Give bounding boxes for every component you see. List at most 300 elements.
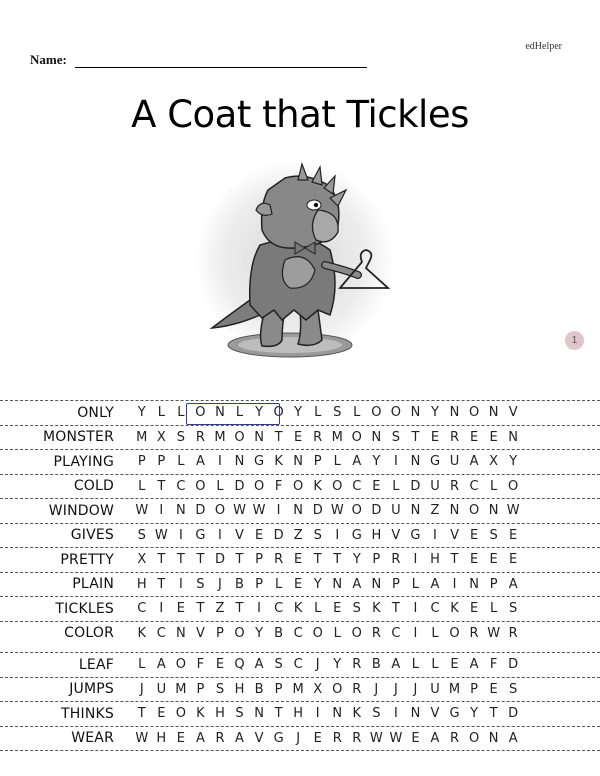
letter-cell[interactable]: T xyxy=(196,601,205,617)
letter-cell[interactable]: P xyxy=(274,681,283,697)
letter-cell[interactable]: O xyxy=(351,625,362,641)
letter-cell[interactable]: T xyxy=(235,601,244,617)
letter-cell[interactable]: K xyxy=(274,454,283,470)
letter-cell[interactable]: I xyxy=(218,454,222,470)
letter-cell[interactable]: L xyxy=(138,478,146,494)
letter-cell[interactable]: P xyxy=(489,576,498,592)
letter-cell[interactable]: K xyxy=(450,601,459,617)
letter-cell[interactable]: M xyxy=(214,429,226,445)
letter-cell[interactable]: L xyxy=(333,625,341,641)
letter-cell[interactable]: G xyxy=(410,527,421,543)
letter-cell[interactable]: N xyxy=(234,454,245,470)
letter-cell[interactable]: I xyxy=(178,576,183,592)
letter-cell[interactable]: P xyxy=(313,454,322,470)
letter-cell[interactable]: I xyxy=(393,454,398,470)
letter-cell[interactable]: R xyxy=(352,657,362,673)
letter-cell[interactable]: Z xyxy=(293,527,303,543)
letter-cell[interactable]: C xyxy=(156,625,166,641)
letter-cell[interactable]: J xyxy=(413,681,418,697)
letter-cell[interactable]: K xyxy=(137,625,147,641)
letter-cell[interactable]: I xyxy=(276,503,281,519)
letter-cell[interactable]: G xyxy=(273,730,284,746)
letter-cell[interactable]: T xyxy=(157,478,166,494)
letter-cell[interactable]: L xyxy=(489,601,498,617)
letter-cell[interactable]: P xyxy=(470,681,478,697)
letter-cell[interactable]: T xyxy=(157,552,166,568)
letter-cell[interactable]: Y xyxy=(137,405,146,421)
letter-cell[interactable]: A xyxy=(195,454,205,470)
letter-cell[interactable]: E xyxy=(411,730,420,746)
letter-cell[interactable]: P xyxy=(216,625,224,641)
letter-cell[interactable]: W xyxy=(135,730,149,746)
letter-cell[interactable]: D xyxy=(195,503,206,519)
letter-cell[interactable]: O xyxy=(175,657,186,673)
letter-cell[interactable]: Y xyxy=(470,706,479,722)
letter-cell[interactable]: M xyxy=(292,681,304,697)
letter-cell[interactable]: R xyxy=(313,429,323,445)
letter-cell[interactable]: D xyxy=(410,478,421,494)
letter-cell[interactable]: E xyxy=(469,527,479,543)
letter-cell[interactable]: A xyxy=(508,576,518,592)
letter-cell[interactable]: K xyxy=(196,706,205,722)
letter-cell[interactable]: H xyxy=(136,576,147,592)
letter-cell[interactable]: H xyxy=(293,706,304,722)
letter-cell[interactable]: W xyxy=(369,730,383,746)
letter-cell[interactable]: Y xyxy=(333,657,342,673)
letter-cell[interactable]: S xyxy=(352,601,361,617)
letter-cell[interactable]: R xyxy=(450,478,460,494)
letter-cell[interactable]: P xyxy=(255,576,263,592)
letter-cell[interactable]: N xyxy=(469,576,479,592)
letter-cell[interactable]: O xyxy=(332,681,343,697)
letter-cell[interactable]: H xyxy=(430,552,440,568)
letter-cell[interactable]: E xyxy=(430,429,440,445)
letter-cell[interactable]: N xyxy=(488,503,499,519)
letter-cell[interactable]: K xyxy=(352,706,362,722)
letter-cell[interactable]: O xyxy=(253,478,265,494)
letter-cell[interactable]: R xyxy=(195,429,205,445)
letter-cell[interactable]: J xyxy=(315,657,320,673)
letter-row xyxy=(132,552,523,567)
letter-row xyxy=(132,682,523,697)
letter-cell[interactable]: W xyxy=(154,527,168,543)
letter-cell[interactable]: L xyxy=(411,657,420,673)
letter-cell[interactable]: U xyxy=(430,478,440,494)
letter-cell[interactable]: V xyxy=(508,405,518,421)
letter-cell[interactable]: S xyxy=(215,681,225,697)
letter-cell[interactable]: R xyxy=(508,625,518,641)
letter-cell[interactable]: I xyxy=(413,601,418,617)
letter-cell[interactable]: W xyxy=(252,503,266,519)
target-word: TICKLES xyxy=(55,600,114,617)
letter-cell[interactable]: N xyxy=(488,730,499,746)
letter-cell[interactable]: E xyxy=(450,657,459,673)
letter-cell[interactable]: U xyxy=(156,681,167,697)
letter-cell[interactable]: W xyxy=(135,503,149,519)
letter-cell[interactable]: L xyxy=(333,454,341,470)
letter-cell[interactable]: E xyxy=(313,730,322,746)
letter-cell[interactable]: E xyxy=(489,681,498,697)
letter-cell[interactable]: Z xyxy=(215,601,225,617)
letter-cell[interactable]: N xyxy=(254,706,264,722)
letter-cell[interactable]: T xyxy=(137,706,146,722)
letter-cell[interactable]: N xyxy=(488,405,499,421)
letter-cell[interactable]: I xyxy=(218,527,222,543)
letter-cell[interactable]: L xyxy=(314,601,322,617)
letter-cell[interactable]: Q xyxy=(234,657,245,673)
letter-cell[interactable]: S xyxy=(391,429,401,445)
letter-cell[interactable]: R xyxy=(469,625,479,641)
letter-cell[interactable]: I xyxy=(159,601,164,617)
letter-cell[interactable]: A xyxy=(352,576,362,592)
target-word: COLD xyxy=(73,478,114,495)
letter-cell[interactable]: E xyxy=(509,552,518,568)
letter-cell[interactable]: S xyxy=(274,657,283,673)
letter-cell[interactable]: N xyxy=(332,576,343,592)
letter-cell[interactable]: J xyxy=(296,730,301,746)
letter-cell[interactable]: O xyxy=(234,625,245,641)
letter-cell[interactable]: U xyxy=(449,454,460,470)
letter-cell[interactable]: N xyxy=(176,625,186,641)
letter-cell[interactable]: D xyxy=(312,503,323,519)
letter-cell[interactable]: P xyxy=(137,454,146,470)
letter-cell[interactable]: E xyxy=(176,601,185,617)
name-field[interactable] xyxy=(75,56,367,68)
letter-cell[interactable]: N xyxy=(508,429,519,445)
letter-cell[interactable]: E xyxy=(469,429,479,445)
letter-cell[interactable]: R xyxy=(371,625,381,641)
letter-cell[interactable]: I xyxy=(159,503,164,519)
letter-cell[interactable]: C xyxy=(352,478,362,494)
letter-cell[interactable]: F xyxy=(489,657,498,673)
letter-cell[interactable]: I xyxy=(178,527,183,543)
letter-cell[interactable]: E xyxy=(254,527,264,543)
letter-cell[interactable]: Y xyxy=(255,625,264,641)
letter-cell[interactable]: D xyxy=(508,706,519,722)
letter-cell[interactable]: O xyxy=(175,706,186,722)
letter-cell[interactable]: A xyxy=(469,454,479,470)
letter-cell[interactable]: E xyxy=(294,552,303,568)
letter-cell[interactable]: T xyxy=(274,429,283,445)
letter-cell[interactable]: I xyxy=(393,706,398,722)
letter-cell[interactable]: T xyxy=(450,552,459,568)
letter-cell[interactable]: O xyxy=(351,429,362,445)
letter-cell[interactable]: B xyxy=(274,625,284,641)
letter-cell[interactable]: J xyxy=(374,681,379,697)
letter-cell[interactable]: N xyxy=(215,405,225,421)
letter-cell[interactable]: L xyxy=(314,405,322,421)
letter-cell[interactable]: R xyxy=(274,552,284,568)
letter-cell[interactable]: N xyxy=(371,576,382,592)
letter-cell[interactable]: I xyxy=(315,706,320,722)
letter-cell[interactable]: W xyxy=(233,503,246,519)
letter-cell[interactable]: L xyxy=(157,405,165,421)
puzzle-row xyxy=(0,652,600,677)
letter-cell[interactable]: L xyxy=(489,478,498,494)
letter-cell[interactable]: C xyxy=(137,601,147,617)
letter-row xyxy=(132,454,523,469)
letter-cell[interactable]: H xyxy=(234,681,245,697)
letter-cell[interactable]: L xyxy=(431,657,439,673)
letter-cell[interactable]: S xyxy=(313,527,322,543)
letter-cell[interactable]: T xyxy=(274,706,283,722)
letter-cell[interactable]: S xyxy=(196,576,205,592)
letter-cell[interactable]: O xyxy=(273,405,284,421)
letter-cell[interactable]: M xyxy=(175,681,187,697)
letter-row xyxy=(132,479,523,494)
target-word: ONLY xyxy=(77,404,114,421)
letter-cell[interactable]: K xyxy=(372,601,381,617)
letter-cell[interactable]: Y xyxy=(313,576,322,592)
letter-cell[interactable]: N xyxy=(254,429,264,445)
letter-cell[interactable]: N xyxy=(371,429,382,445)
letter-cell[interactable]: A xyxy=(156,657,166,673)
letter-cell[interactable]: P xyxy=(372,552,381,568)
letter-cell[interactable]: K xyxy=(313,478,322,494)
letter-cell[interactable]: S xyxy=(509,681,518,697)
letter-cell[interactable]: O xyxy=(351,503,362,519)
letter-cell[interactable]: D xyxy=(273,527,284,543)
letter-cell[interactable]: E xyxy=(509,527,518,543)
letter-cell[interactable]: O xyxy=(293,478,304,494)
letter-cell[interactable]: Y xyxy=(294,405,303,421)
letter-cell[interactable]: E xyxy=(157,706,166,722)
letter-cell[interactable]: A xyxy=(430,730,440,746)
letter-cell[interactable]: A xyxy=(391,657,401,673)
letter-cell[interactable]: J xyxy=(139,681,144,697)
puzzle-row xyxy=(0,449,600,474)
letter-cell[interactable]: S xyxy=(235,706,244,722)
letter-cell[interactable]: R xyxy=(352,730,362,746)
letter-cell[interactable]: E xyxy=(333,601,342,617)
letter-cell[interactable]: V xyxy=(235,527,244,543)
letter-cell[interactable]: Y xyxy=(509,454,518,470)
letter-cell[interactable]: A xyxy=(430,576,440,592)
letter-cell[interactable]: O xyxy=(312,625,323,641)
letter-cell[interactable]: L xyxy=(431,625,439,641)
letter-cell[interactable]: A xyxy=(195,730,205,746)
letter-cell[interactable]: L xyxy=(138,657,146,673)
letter-cell[interactable]: V xyxy=(254,730,264,746)
letter-cell[interactable]: G xyxy=(254,454,265,470)
letter-cell[interactable]: C xyxy=(274,601,284,617)
letter-cell[interactable]: Z xyxy=(430,503,440,519)
letter-cell[interactable]: S xyxy=(333,405,342,421)
letter-cell[interactable]: X xyxy=(313,681,323,697)
letter-cell[interactable]: K xyxy=(293,601,303,617)
letter-cell[interactable]: N xyxy=(332,706,343,722)
letter-cell[interactable]: T xyxy=(391,601,400,617)
letter-cell[interactable]: L xyxy=(274,576,283,592)
letter-cell[interactable]: E xyxy=(469,601,479,617)
letter-cell[interactable]: O xyxy=(468,730,480,746)
letter-cell[interactable]: S xyxy=(489,527,498,543)
letter-cell[interactable]: A xyxy=(469,657,479,673)
letter-cell[interactable]: C xyxy=(430,601,440,617)
letter-cell[interactable]: L xyxy=(216,478,224,494)
letter-cell[interactable]: O xyxy=(234,429,245,445)
letter-cell[interactable]: R xyxy=(450,429,460,445)
letter-cell[interactable]: Y xyxy=(255,405,264,421)
letter-cell[interactable]: E xyxy=(176,730,185,746)
letter-cell[interactable]: C xyxy=(293,657,303,673)
letter-cell[interactable]: I xyxy=(452,576,457,592)
letter-cell[interactable]: O xyxy=(449,625,460,641)
letter-cell[interactable]: R xyxy=(352,681,362,697)
letter-cell[interactable]: V xyxy=(391,527,401,543)
letter-cell[interactable]: E xyxy=(294,576,303,592)
letter-cell[interactable]: P xyxy=(255,552,263,568)
letter-cell[interactable]: T xyxy=(157,576,166,592)
letter-cell[interactable]: W xyxy=(506,503,520,519)
letter-cell[interactable]: L xyxy=(235,405,244,421)
letter-cell[interactable]: E xyxy=(489,429,498,445)
letter-cell[interactable]: P xyxy=(391,576,400,592)
puzzle-row xyxy=(0,677,600,702)
letter-cell[interactable]: S xyxy=(509,601,518,617)
letter-cell[interactable]: E xyxy=(489,552,498,568)
letter-cell[interactable]: S xyxy=(137,527,146,543)
letter-cell[interactable]: E xyxy=(469,552,479,568)
letter-cell[interactable]: J xyxy=(393,681,398,697)
letter-cell[interactable]: A xyxy=(352,454,362,470)
page-title: A Coat that Tickles xyxy=(131,93,469,136)
letter-cell[interactable]: X xyxy=(137,552,147,568)
letter-cell[interactable]: F xyxy=(274,478,283,494)
letter-row xyxy=(132,626,523,641)
letter-cell[interactable]: W xyxy=(487,625,501,641)
letter-cell[interactable]: N xyxy=(410,706,421,722)
letter-cell[interactable]: Y xyxy=(372,454,381,470)
letter-cell[interactable]: D xyxy=(371,503,382,519)
letter-cell[interactable]: L xyxy=(411,576,420,592)
letter-cell[interactable]: N xyxy=(293,454,304,470)
letter-cell[interactable]: V xyxy=(195,625,205,641)
letter-cell[interactable]: V xyxy=(430,706,440,722)
letter-cell[interactable]: M xyxy=(331,429,343,445)
letter-cell[interactable]: W xyxy=(389,730,403,746)
letter-cell[interactable]: V xyxy=(450,527,459,543)
letter-cell[interactable]: A xyxy=(508,730,518,746)
letter-cell[interactable]: H xyxy=(156,730,167,746)
letter-cell[interactable]: M xyxy=(448,681,461,697)
letter-cell[interactable]: J xyxy=(218,576,222,592)
letter-cell[interactable]: C xyxy=(391,625,401,641)
letter-cell[interactable]: T xyxy=(176,552,185,568)
letter-cell[interactable]: N xyxy=(449,405,460,421)
letter-cell[interactable]: T xyxy=(235,552,244,568)
letter-cell[interactable]: L xyxy=(353,405,361,421)
letter-cell[interactable]: S xyxy=(176,429,185,445)
letter-cell[interactable]: D xyxy=(234,478,245,494)
letter-cell[interactable]: R xyxy=(391,552,401,568)
letter-cell[interactable]: N xyxy=(176,503,186,519)
puzzle-row xyxy=(0,547,600,572)
letter-cell[interactable]: W xyxy=(330,503,344,519)
letter-cell[interactable]: O xyxy=(468,405,480,421)
letter-cell[interactable]: M xyxy=(136,429,148,445)
letter-cell[interactable]: T xyxy=(333,552,342,568)
letter-cell[interactable]: Y xyxy=(352,552,361,568)
letter-cell[interactable]: N xyxy=(449,503,460,519)
letter-cell[interactable]: R xyxy=(215,730,225,746)
letter-cell[interactable]: G xyxy=(351,527,362,543)
letter-cell[interactable]: I xyxy=(257,601,261,617)
letter-cell[interactable]: O xyxy=(468,503,480,519)
letter-cell[interactable]: D xyxy=(508,657,519,673)
letter-cell[interactable]: I xyxy=(433,527,437,543)
letter-cell[interactable]: N xyxy=(410,405,421,421)
letter-cell[interactable]: X xyxy=(489,454,499,470)
letter-cell[interactable]: T xyxy=(411,429,420,445)
letter-cell[interactable]: R xyxy=(450,730,460,746)
letter-cell[interactable]: E xyxy=(372,478,381,494)
letter-cell[interactable]: O xyxy=(390,405,401,421)
letter-cell[interactable]: B xyxy=(371,657,381,673)
letter-cell[interactable]: A xyxy=(254,657,264,673)
letter-cell[interactable]: L xyxy=(177,454,185,470)
letter-cell[interactable]: N xyxy=(293,503,304,519)
letter-cell[interactable]: T xyxy=(489,706,498,722)
letter-cell[interactable]: B xyxy=(235,576,244,592)
letter-cell[interactable]: O xyxy=(508,478,519,494)
letter-cell[interactable]: P xyxy=(157,454,166,470)
letter-cell[interactable]: A xyxy=(235,730,244,746)
letter-cell[interactable]: X xyxy=(156,429,166,445)
letter-cell[interactable]: O xyxy=(332,478,343,494)
letter-cell[interactable]: U xyxy=(430,681,440,697)
letter-cell[interactable]: O xyxy=(195,478,206,494)
letter-cell[interactable]: L xyxy=(177,405,185,421)
letter-cell[interactable]: I xyxy=(335,527,340,543)
letter-cell[interactable]: O xyxy=(371,405,382,421)
letter-cell[interactable]: N xyxy=(410,503,421,519)
letter-cell[interactable]: T xyxy=(196,552,205,568)
letter-cell[interactable]: R xyxy=(332,730,342,746)
letter-cell[interactable]: L xyxy=(392,478,400,494)
letter-row xyxy=(132,706,523,721)
letter-cell[interactable]: P xyxy=(196,681,205,697)
letter-cell[interactable]: C xyxy=(293,625,303,641)
letter-cell[interactable]: E xyxy=(294,429,303,445)
letter-row xyxy=(132,503,523,518)
letter-cell[interactable]: I xyxy=(413,625,418,641)
letter-cell[interactable]: E xyxy=(215,657,225,673)
letter-cell[interactable]: U xyxy=(391,503,401,519)
letter-cell[interactable]: S xyxy=(372,706,381,722)
letter-cell[interactable]: H xyxy=(215,706,225,722)
letter-cell[interactable]: T xyxy=(313,552,322,568)
letter-cell[interactable]: H xyxy=(371,527,382,543)
letter-cell[interactable]: G xyxy=(195,527,206,543)
letter-cell[interactable]: F xyxy=(196,657,205,673)
letter-cell[interactable]: O xyxy=(195,405,206,421)
letter-cell[interactable]: C xyxy=(176,478,186,494)
letter-cell[interactable]: N xyxy=(410,454,421,470)
letter-cell[interactable]: Y xyxy=(431,405,439,421)
letter-cell[interactable]: B xyxy=(254,681,264,697)
letter-cell[interactable]: G xyxy=(429,454,441,470)
letter-cell[interactable]: O xyxy=(214,503,226,519)
letter-cell[interactable]: I xyxy=(413,552,418,568)
target-word: THINKS xyxy=(61,705,114,722)
letter-cell[interactable]: G xyxy=(449,706,460,722)
target-word: COLOR xyxy=(64,625,114,642)
target-word: MONSTER xyxy=(43,429,114,446)
letter-cell[interactable]: C xyxy=(469,478,479,494)
puzzle-row xyxy=(0,701,600,726)
letter-cell[interactable]: D xyxy=(214,552,225,568)
